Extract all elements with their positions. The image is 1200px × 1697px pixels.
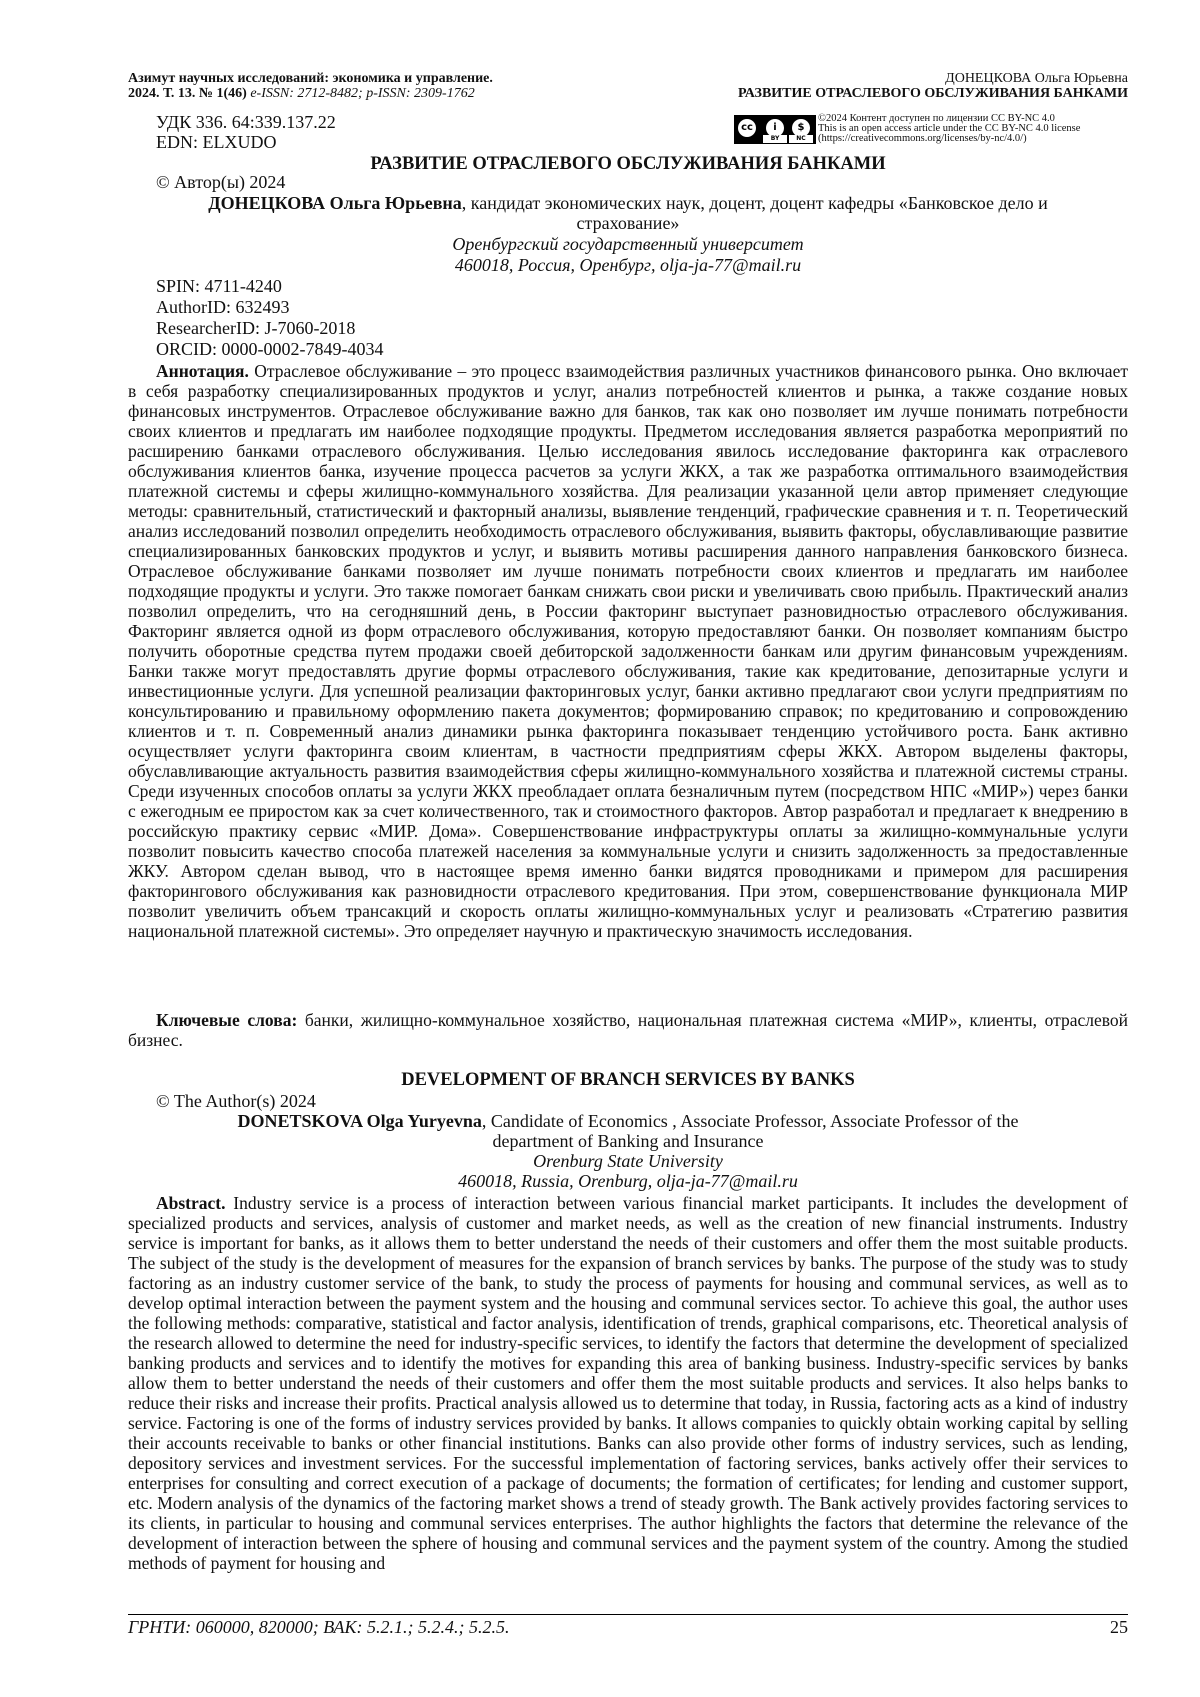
- researcher-id: ResearcherID: J-7060-2018: [156, 318, 356, 338]
- en-abstract-label: Abstract.: [156, 1193, 226, 1213]
- en-author-desc: , Candidate of Economics , Associate Professor, Associate Professor of the: [481, 1111, 1019, 1131]
- page-number: 25: [1110, 1617, 1128, 1637]
- running-title: РАЗВИТИЕ ОТРАСЛЕВОГО ОБСЛУЖИВАНИЯ БАНКАМИ: [738, 86, 1128, 101]
- cc-license-badge[interactable]: [734, 115, 816, 144]
- ru-abstract-label: Аннотация.: [156, 361, 249, 381]
- by-label: BY: [763, 135, 787, 143]
- license-line-en: This is an open access article under the CC BY-NC 4.0 license: [818, 123, 1081, 134]
- author-ids: [156, 276, 384, 360]
- ru-author-desc: , кандидат экономических наук, доцент, доцент кафедры «Банковское дело и: [461, 193, 1048, 213]
- en-abstract-text: Industry service is a process of interaction between various financial market participants. It includes the development of specialized products and services, analysis of customer and market needs, as well as the creation of new financial instruments. Industry service is important for banks, as it allows them to better understand the needs of their customers and offer them the most suitable products. The subject of the study is the development of measures for the expansion of branch services by banks. The purpose of the study was to study factoring as an industry customer service of the bank, to study the process of payments for housing and communal services, as well as to develop optimal interaction between the payment system and the housing and communal services sector. To achieve this goal, the author uses the following methods: comparative, statistical and factor analysis, identification of trends, graphical comparisons, etc. Theoretical analysis of the research allowed to determine the need for industry-specific services, to identify the factors that determine the development of specialized banking products and services and to identify the motives for expanding this area of banking business. Industry-specific services by banks allow them to better understand the needs of their customers and offer them the most suitable products and services. It also helps banks to reduce their risks and increase their profits. Practical analysis allowed us to determine that today, in Russia, factoring acts as a kind of industry service. Factoring is one of the forms of industry services provided by banks. It allows companies to quickly obtain working capital by selling their accounts receivable to banks or other financial institutions. Banks can also provide other forms of industry services, such as lending, depository services and investment services. For the successful implementation of factoring services, banks actively offer their services to enterprises for consulting and correct execution of a package of documents; the formation of certificates; for lending and customer support, etc. Modern analysis of the dynamics of the factoring market shows a trend of steady growth. The Bank actively provides factoring services to its clients, in particular to housing and communal services enterprises. The author highlights the factors that determine the relevance of the development of interaction between the sphere of housing and communal services and the payment system of the country. Among the studied methods of payment for housing and: [128, 1193, 1128, 1573]
- journal-title: Азимут научных исследований: экономика и управление.: [128, 71, 493, 86]
- footer-codes: ГРНТИ: 060000, 820000; ВАК: 5.2.1.; 5.2.4.; 5.2.5.: [128, 1617, 510, 1637]
- running-author: ДОНЕЦКОВА Ольга Юрьевна: [945, 71, 1128, 86]
- orcid-id[interactable]: ORCID: 0000-0002-7849-4034: [156, 339, 384, 359]
- ru-keywords-label: Ключевые слова:: [156, 1010, 298, 1030]
- ru-author-desc-2: страхование»: [576, 213, 680, 233]
- nc-label: NC: [789, 135, 813, 143]
- en-author-name: DONETSKOVA Olga Yuryevna: [237, 1111, 482, 1131]
- ru-abstract: [128, 361, 1128, 941]
- udk: УДК 336. 64:339.137.22: [156, 112, 336, 132]
- ru-author-name: ДОНЕЦКОВА Ольга Юрьевна: [208, 193, 462, 213]
- edn: EDN: ELXUDO: [156, 132, 277, 152]
- by-person-icon: i: [766, 119, 784, 137]
- journal-volume: 2024. Т. 13. № 1(46): [128, 86, 247, 101]
- en-address: 460018, Russia, Orenburg, olja-ja-77@mail.ru: [458, 1171, 798, 1191]
- license-url[interactable]: (https://creativecommons.org/licenses/by-nc/4.0/): [818, 133, 1027, 144]
- ru-keywords-text: банки, жилищно-коммунальное хозяйство, национальная платежная система «МИР», клиенты, отраслевой бизнес.: [128, 1010, 1128, 1050]
- footer-rule: [128, 1614, 1128, 1615]
- en-article-title: DEVELOPMENT OF BRANCH SERVICES BY BANKS: [401, 1070, 855, 1090]
- author-id: AuthorID: 632493: [156, 297, 290, 317]
- ru-article-title: РАЗВИТИЕ ОТРАСЛЕВОГО ОБСЛУЖИВАНИЯ БАНКАМИ: [370, 154, 886, 174]
- ru-address: 460018, Россия, Оренбург, olja-ja-77@mail.ru: [454, 255, 802, 275]
- ru-affiliation: Оренбургский государственный университет: [452, 234, 804, 254]
- ru-abstract-text: Отраслевое обслуживание – это процесс взаимодействия различных участников финансового рынка. Оно включает в себя разработку специализированных продуктов и услуг, анализ потребностей клиентов и рынка, а также создание новых финансовых инструментов. Отраслевое обслуживание важно для банков, так как оно позволяет им лучше понимать потребности своих клиентов и предлагать им наиболее подходящие продукты. Предметом исследования является разработка мероприятий по расширению банками отраслевого обслуживания. Целью исследования явилось исследование факторинга как отраслевого обслуживания клиентов банка, изучение процесса расчетов за услуги ЖКХ, а так же разработка оптимального взаимодействия платежной системы и сферы жилищно-коммунального хозяйства. Для реализации указанной цели автор применяет следующие методы: сравнительный, статистический и факторный анализы, выявление тенденций, графические сравнения и т. п. Теоретический анализ исследований позволил определить необходимость отраслевого обслуживания, выявить факторы, обуславливающие развитие специализированных банковских продуктов и услуг, и выявить мотивы расширения данного направления банковского бизнеса. Отраслевое обслуживание банками позволяет им лучше понимать потребности своих клиентов и предлагать им наиболее подходящие продукты и услуги. Это также помогает банкам снижать свои риски и увеличивать свою прибыль. Практический анализ позволил определить, что на сегодняшний день, в России факторинг выступает разновидностью отраслевого обслуживания. Факторинг является одной из форм отраслевого обслуживания, которую предоставляют банки. Он позволяет компаниям быстро получить оборотные средства путем продажи своей дебиторской задолженности банкам или другим финансовым учреждениям. Банки также могут предоставлять другие формы отраслевого обслуживания, такие как кредитование, депозитарные услуги и инвестиционные услуги. Для успешной реализации факторинговых услуг, банки активно предлагают свои услуги предприятиям по консультированию и правильному оформлению пакета документов; формированию справок; по кредитованию и сопровождению клиентов и т. п. Современный анализ динамики рынка факторинга показывает тенденцию устойчивого роста. Банк активно осуществляет услуги факторинга своим клиентам, в частности предприятиям сферы ЖКХ. Автором выделены факторы, обуславливающие актуальность развития взаимодействия сферы жилищно-коммунального хозяйства и платежной системы страны. Среди изученных способов оплаты за услуги ЖКХ преобладает оплата безналичным путем (посредством НПС «МИР») через банки с ежегодным ее приростом как за счет количественного, так и стоимостного факторов. Автор разработал и предлагает к внедрению в российскую практику сервис «МИР. Дома». Совершенствование инфраструктуры оплаты за жилищно-коммунальные услуги позволит повысить качество способа платежей населения за коммунальные услуги и снизить задолженность за предоставленные ЖКУ. Автором сделан вывод, что в настоящее время именно банки видятся проводниками и примером для расширения факторингового обслуживания как разновидности отраслевого кредитования. При этом, совершенствование функционала МИР позволит увеличить объем трансакций и скорость оплаты жилищно-коммунальных услуг и реализовать «Стратегию развития национальной платежной системы». Это определяет научную и практическую значимость исследования.: [128, 361, 1128, 941]
- license-text: [818, 114, 1118, 144]
- journal-issue: [128, 86, 475, 102]
- en-author-desc-2: department of Banking and Insurance: [492, 1131, 764, 1151]
- nc-dollar-icon: $: [792, 119, 810, 137]
- en-affiliation: Orenburg State University: [533, 1151, 723, 1171]
- ru-keywords: [128, 1010, 1128, 1050]
- license-line-ru: ©2024 Контент доступен по лицензии CC BY-NC 4.0: [818, 113, 1055, 124]
- journal-issn: e-ISSN: 2712-8482; p-ISSN: 2309-1762: [250, 86, 475, 101]
- ru-author-line: [128, 193, 1128, 214]
- cc-icon: cc: [738, 119, 756, 137]
- spin-id: SPIN: 4711-4240: [156, 276, 282, 296]
- en-abstract: [128, 1193, 1128, 1613]
- en-author-line: [128, 1111, 1128, 1132]
- en-copyright: © The Author(s) 2024: [156, 1091, 316, 1111]
- ru-copyright: © Автор(ы) 2024: [156, 172, 286, 192]
